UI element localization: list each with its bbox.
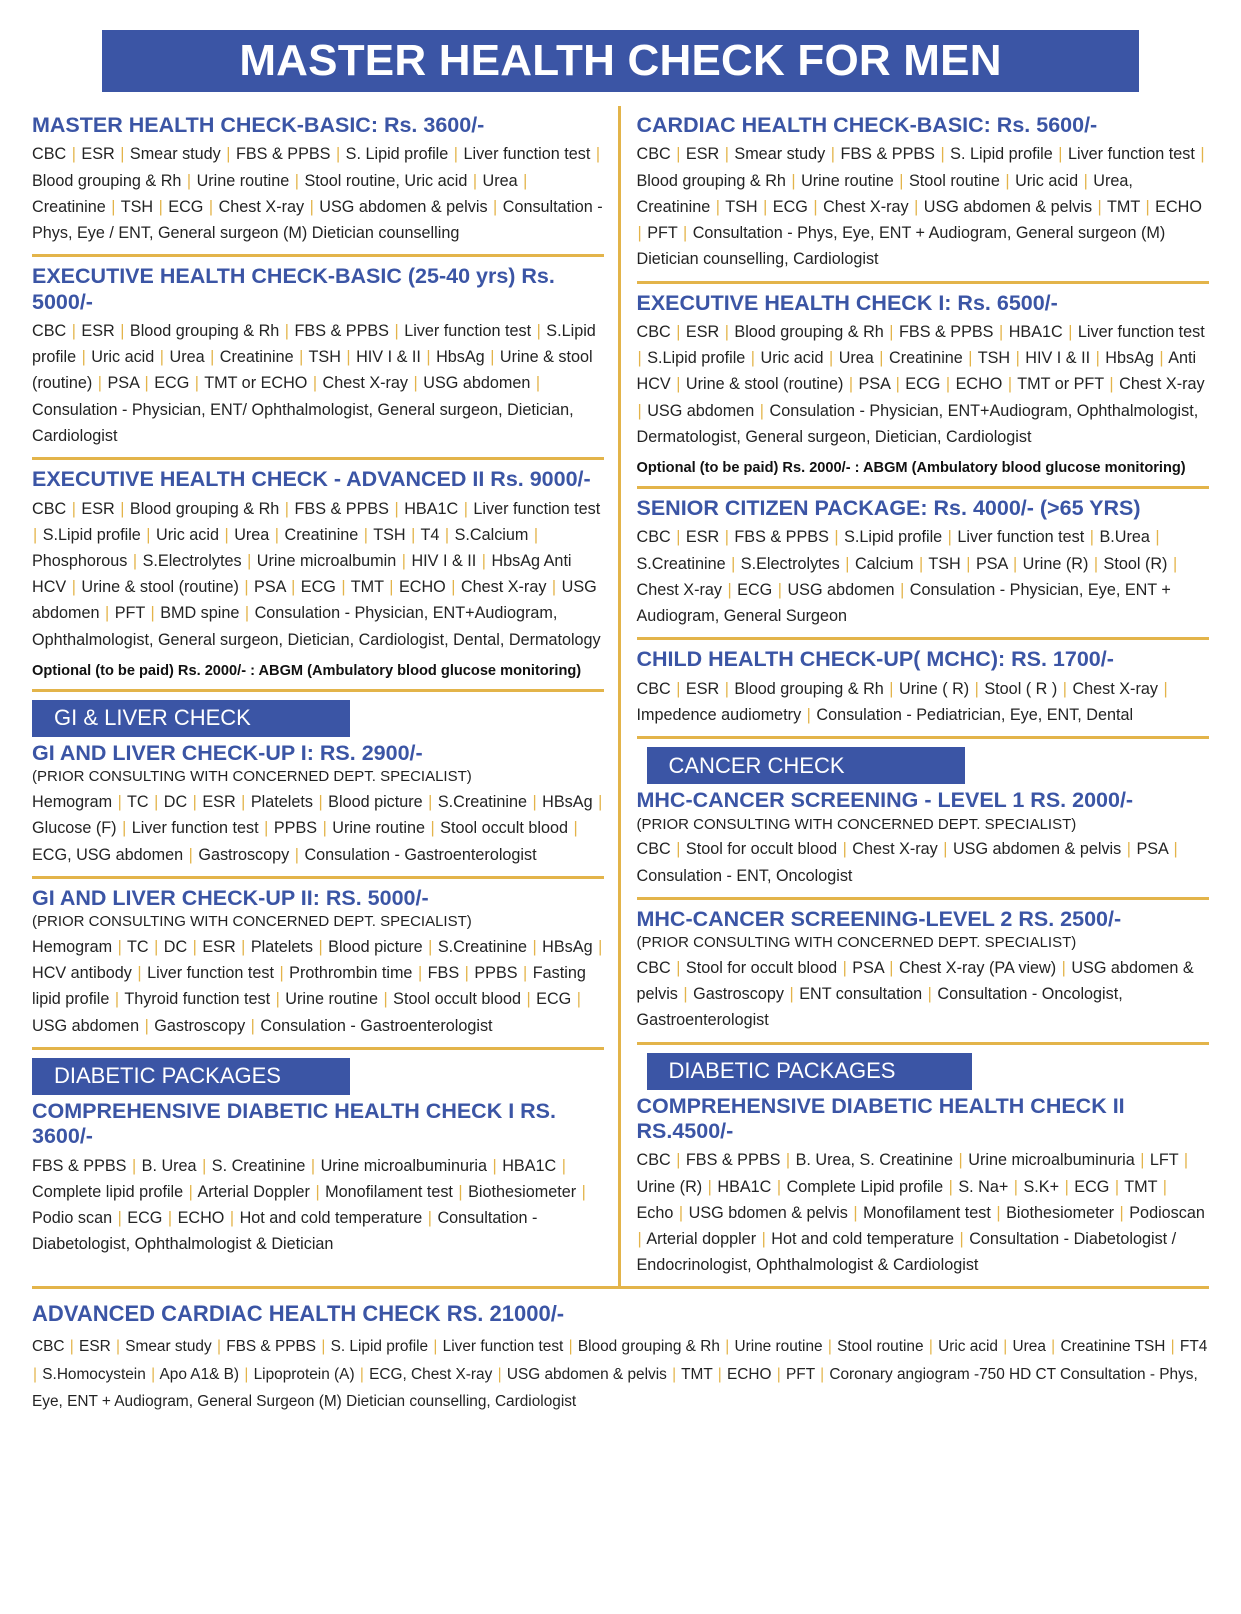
item-separator: | [845,554,850,573]
item-separator: | [363,525,369,544]
item-separator: | [151,1365,156,1383]
package-executive-advanced-2 [32,457,604,689]
item-separator: | [914,197,919,216]
item-separator: | [433,1338,438,1356]
item-separator: | [731,554,736,573]
item-separator: | [188,1182,193,1201]
page-root [0,30,1241,1614]
item-separator: | [948,1177,953,1196]
item-separator: | [789,985,794,1004]
item-separator: | [1015,349,1020,368]
item-separator: | [341,578,346,597]
item-separator: | [568,1338,573,1356]
package-senior-citizen [637,486,1210,637]
item-separator: | [943,840,948,859]
item-separator: | [717,1365,722,1383]
item-separator: | [842,958,847,977]
item-separator: | [299,348,304,367]
item-separator: | [481,552,486,571]
item-separator: | [114,990,120,1009]
item-separator: | [33,1365,37,1383]
package-items: CBC | ESR | Smear study | FBS & PPBS | S. Lipid profile | Liver function test | Blood grouping & Rh | Urine routine | Stool routine | Uric acid | Urea, Creatinine | TSH | ECG | Chest X-ray | USG abdomen & pelvis | TMT | ECHO | PFT | Consultation - Phys, Eye, ENT + Audiogram, General surgeon (M) Dietician counselling, Cardiologist [636,145,1205,269]
package-executive-basic [32,254,604,457]
package-title: SENIOR CITIZEN PACKAGE: Rs. 4000/- (>65 YRS) [636,496,1141,521]
item-separator: | [959,1229,964,1248]
item-separator: | [492,1156,497,1175]
item-separator: | [71,145,76,164]
item-separator: | [1200,145,1205,164]
item-separator: | [490,348,495,367]
item-separator: | [71,578,76,597]
item-separator: | [725,1338,730,1356]
item-separator: | [146,525,151,544]
item-separator: | [120,322,125,341]
item-separator: | [759,401,765,420]
item-separator: | [895,375,900,394]
package-title: MHC-CANCER SCREENING - LEVEL 1 RS. 2000/- [636,788,1134,813]
item-separator: | [1083,171,1088,190]
item-separator: | [120,499,125,518]
item-separator: | [750,349,756,368]
item-separator: | [598,937,603,956]
item-separator: | [144,1016,149,1035]
item-separator: | [401,552,406,571]
package-items: CBC | Stool for occult blood | Chest X-ray | USG abdomen & pelvis | PSA | Consulation - ENT, Oncologist [636,840,1178,885]
package-title: CHILD HEALTH CHECK-UP( MCHC): RS. 1700/- [636,647,1114,672]
package-title: MHC-CANCER SCREENING-LEVEL 2 RS. 2500/- [636,906,1122,931]
item-separator: | [727,580,732,599]
item-separator: | [394,322,399,341]
item-separator: | [413,374,418,393]
package-items: CBC | Stool for occult blood | PSA | Chest X-ray (PA view) | USG abdomen & pelvis | Gastroscopy | ENT consultation | Consultation - Oncologist, Gastroenterologist [636,958,1194,1030]
item-separator: | [1155,528,1160,547]
item-separator: | [132,552,138,571]
item-separator: | [683,224,688,243]
item-separator: | [137,964,142,983]
section-banner-diabetic-right: DIABETIC PACKAGES [647,1053,972,1090]
item-separator: | [581,1182,586,1201]
item-separator: | [576,990,581,1009]
item-separator: | [879,349,884,368]
item-separator: | [889,679,894,698]
item-separator: | [834,528,839,547]
item-separator: | [1003,1338,1008,1356]
item-separator: | [275,990,280,1009]
item-separator: | [284,322,290,341]
package-items: CBC | ESR | Blood grouping & Rh | Urine ( R) | Stool ( R ) | Chest X-ray | Impedence audiometry | Consulation - Pediatrician, Eye, ENT, Dental [636,679,1168,724]
page-title: MASTER HEALTH CHECK FOR MEN [239,36,1002,85]
item-separator: | [428,937,433,956]
item-separator: | [523,171,528,190]
item-separator: | [947,528,952,547]
item-separator: | [154,937,159,956]
item-separator: | [1064,1177,1069,1196]
item-separator: | [678,1203,684,1222]
item-separator: | [279,964,284,983]
item-separator: | [1140,1151,1145,1170]
package-child-health-mchc [637,637,1210,736]
item-separator: | [394,499,399,518]
package-master-health-basic [32,106,604,254]
package-cardiac-basic [637,106,1210,281]
item-separator: | [777,580,782,599]
item-separator: | [158,197,163,216]
item-separator: | [210,348,215,367]
item-separator: | [806,705,811,724]
item-separator: | [427,1208,432,1227]
item-separator: | [359,1365,364,1383]
item-separator: | [1159,349,1164,368]
item-separator: | [1145,197,1150,216]
item-separator: | [472,171,478,190]
item-separator: | [724,145,729,164]
item-separator: | [321,1338,326,1356]
item-separator: | [889,958,894,977]
item-separator: | [676,679,681,698]
item-separator: | [426,348,431,367]
item-separator: | [1012,554,1018,573]
package-title: EXECUTIVE HEALTH CHECK-BASIC (25-40 yrs) Rs. 5000/- [32,264,555,314]
item-separator: | [676,1151,681,1170]
item-separator: | [192,793,197,812]
package-items: Hemogram | TC | DC | ESR | Platelets | Blood picture | S.Creatinine | HBsAg | Glucose (F) | Liver function test | PPBS | Urine routine | Stool occult blood | ECG, USG abdomen | Gastroscopy | Consulation - Gastroenterologist [32,793,603,864]
item-separator: | [335,145,341,164]
item-separator: | [1058,145,1063,164]
item-separator: | [444,525,450,544]
item-separator: | [1013,1177,1019,1196]
item-separator: | [1172,554,1178,573]
item-separator: | [346,348,351,367]
item-separator: | [1183,1151,1189,1170]
item-separator: | [785,1151,791,1170]
item-separator: | [1061,958,1066,977]
item-separator: | [763,197,768,216]
item-separator: | [535,374,541,393]
item-separator: | [561,1156,566,1175]
item-separator: | [900,580,905,599]
item-separator: | [1173,840,1178,859]
package-items: CBC | ESR | Smear study | FBS & PPBS | S. Lipid profile | Liver function test | Blood grouping & Rh | Urine routine | Stool routine | Uric acid | Urea | Creatinine TSH | FT4 | S.Homocystein | Apo A1& B) | Lipoprotein (A) | ECG, Chest X-ray | USG abdomen & pelvis | TMT | ECHO | PFT | Coronary angiogram -750 HD CT Consultation - Phys, Eye, ENT + Audiogram, General Surgeon (M) Dietician counselling, Cardiologist [32,1338,1208,1411]
package-subnote: (PRIOR CONSULTING WITH CONCERNED DEPT. SPECIALIST) [636,815,1077,833]
package-items: CBC | ESR | Blood grouping & Rh | FBS & PPBS | HBA1C | Liver function test | S.Lipid profile | Uric acid | Urea | Creatinine | TSH | HIV I & II | HbsAg | Anti HCV | Urine & stool (routine) | PSA | ECG | ECHO | TMT or PFT | Chest X-ray | USG abdomen | Consulation - Physician, ENT+Audiogram, Ophthalmologist, Dermatologist, General surgeon, Dietician, Cardiologist [636,322,1205,446]
package-optional-note: Optional (to be paid) Rs. 2000/- : ABGM (Ambulatory blood glucose monitoring) [32,662,582,679]
item-separator: | [958,1151,963,1170]
item-separator: | [284,499,290,518]
section-diabetic-packages-left [32,1047,604,1266]
item-separator: | [1068,322,1073,341]
item-separator: | [318,937,323,956]
item-separator: | [389,578,394,597]
item-separator: | [573,819,578,838]
package-title: EXECUTIVE HEALTH CHECK I: Rs. 6500/- [636,290,1058,315]
item-separator: | [309,197,314,216]
item-separator: | [117,1208,122,1227]
item-separator: | [71,322,76,341]
item-separator: | [186,171,192,190]
item-separator: | [523,964,528,983]
item-separator: | [1093,554,1099,573]
package-items: FBS & PPBS | B. Urea | S. Creatinine | Urine microalbuminuria | HBA1C | Complete lipid profile | Arterial Doppler | Monofilament test | Biothesiometer | Podio scan | ECG | ECHO | Hot and cold temperature | Consultation - Diabetologist, Ophthalmologist & Dietician [32,1156,586,1254]
item-separator: | [81,348,86,367]
item-separator: | [451,578,456,597]
right-column [621,106,1210,1286]
item-separator: | [150,604,155,623]
item-separator: | [1089,528,1094,547]
section-cancer-check [637,736,1210,897]
item-separator: | [724,528,729,547]
item-separator: | [315,1182,320,1201]
item-separator: | [117,937,122,956]
item-separator: | [918,554,924,573]
item-separator: | [724,679,729,698]
package-title: GI AND LIVER CHECK-UP II: RS. 5000/- [32,885,429,910]
package-subnote: (PRIOR CONSULTING WITH CONCERNED DEPT. SPECIALIST) [636,934,1077,952]
item-separator: | [853,1203,858,1222]
item-separator: | [776,1177,782,1196]
package-items: CBC | ESR | Blood grouping & Rh | FBS & PPBS | Liver function test | S.Lipid profile | Uric acid | Urea | Creatinine | TSH | HIV I & II | HbsAg | Urine & stool (routine) | PSA | ECG | TMT or ECHO | Chest X-ray | USG abdomen | Consulation - Physician, ENT/ Ophthalmologist, General surgeon, Dietician, Cardiologist [32,322,596,445]
item-separator: | [676,840,681,859]
package-subnote: (PRIOR CONSULTING WITH CONCERNED DEPT. SPECIALIST) [32,768,472,786]
item-separator: | [683,985,688,1004]
item-separator: | [637,1229,642,1248]
item-separator: | [676,145,681,164]
item-separator: | [672,1365,677,1383]
item-separator: | [244,604,250,623]
section-banner-gi-liver: GI & LIVER CHECK [32,700,350,737]
item-separator: | [848,375,854,394]
item-separator: | [294,845,299,864]
item-separator: | [532,937,537,956]
item-separator: | [244,578,249,597]
item-separator: | [71,499,76,518]
item-separator: | [889,322,894,341]
item-separator: | [224,525,229,544]
item-separator: | [167,1208,173,1227]
item-separator: | [676,322,681,341]
item-separator: | [159,348,164,367]
item-separator: | [1097,197,1102,216]
item-separator: | [1114,1177,1120,1196]
item-separator: | [927,985,932,1004]
item-separator: | [117,793,122,812]
package-cancer-level-2 [637,897,1210,1042]
item-separator: | [551,578,557,597]
item-separator: | [707,1177,712,1196]
item-separator: | [945,375,951,394]
item-separator: | [497,1365,502,1383]
item-separator: | [532,793,537,812]
package-columns [32,106,1209,1286]
item-separator: | [761,1229,766,1248]
section-gi-liver-check [32,689,604,876]
package-title: EXECUTIVE HEALTH CHECK - ADVANCED II Rs. 9000/- [32,467,591,492]
package-title: ADVANCED CARDIAC HEALTH CHECK RS. 21000/- [32,1301,565,1327]
section-diabetic-packages-right [637,1042,1210,1287]
package-title: CARDIAC HEALTH CHECK-BASIC: Rs. 5600/- [636,113,1098,137]
item-separator: | [464,964,469,983]
package-items: CBC | ESR | Smear study | FBS & PPBS | S. Lipid profile | Liver function test | Blood grouping & Rh | Urine routine | Stool routine, Uric acid | Urea | Creatinine | TSH | ECG | Chest X-ray | USG abdomen & pelvis | Consultation - Phys, Eye / ENT, General surgeon (M) Dietician counselling [32,145,603,243]
item-separator: | [430,819,435,838]
package-title: COMPREHENSIVE DIABETIC HEALTH CHECK II RS.4500/- [636,1093,1125,1143]
item-separator: | [463,499,468,518]
item-separator: | [250,1016,255,1035]
page-title-banner [102,30,1139,92]
item-separator: | [637,401,642,420]
item-separator: | [1109,375,1114,394]
item-separator: | [383,990,388,1009]
item-separator: | [998,322,1004,341]
item-separator: | [828,349,834,368]
item-separator: | [827,1338,832,1356]
package-items: CBC | FBS & PPBS | B. Urea, S. Creatinine | Urine microalbuminuria | LFT | Urine (R) | HBA1C | Complete Lipid profile | S. Na+ | S.K+ | ECG | TMT | Echo | USG bdomen & pelvis | Monofilament test | Biothesiometer | Podioscan | Arterial doppler | Hot and cold temperature | Consultation - Diabetologist / Endocrinologist, Ophthalmologist & Cardiologist [636,1151,1205,1275]
item-separator: | [791,171,796,190]
item-separator: | [274,525,280,544]
item-separator: | [813,197,818,216]
package-items: CBC | ESR | Blood grouping & Rh | FBS & PPBS | HBA1C | Liver function test | S.Lipid profile | Uric acid | Urea | Creatinine | TSH | T4 | S.Calcium | Phosphorous | S.Electrolytes | Urine microalbumin | HIV I & II | HbsAg Anti HCV | Urine & stool (routine) | PSA | ECG | TMT | ECHO | Chest X-ray | USG abdomen | PFT | BMD spine | Consulation - Physician, ENT+Audiogram, Ophthalmologist, General surgeon, Dietician, Cardiologist, Dental, Dermatology [32,499,601,649]
item-separator: | [493,197,498,216]
item-separator: | [312,374,318,393]
item-separator: | [637,224,642,243]
item-separator: | [322,819,327,838]
package-items: Hemogram | TC | DC | ESR | Platelets | Blood picture | S.Creatinine | HBsAg | HCV antibody | Liver function test | Prothrombin time | FBS | PPBS | Fasting lipid profile | Thyroid function test | Urine routine | Stool occult blood | ECG | USG abdomen | Gastroscopy | Consulation - Gastroenterologist [32,937,603,1035]
item-separator: | [111,197,116,216]
item-separator: | [417,964,423,983]
item-separator: | [241,937,246,956]
item-separator: | [291,578,296,597]
item-separator: | [458,1182,463,1201]
item-separator: | [194,374,200,393]
item-separator: | [676,375,681,394]
package-subnote: (PRIOR CONSULTING WITH CONCERNED DEPT. SPECIALIST) [32,913,472,931]
item-separator: | [928,1338,933,1356]
item-separator: | [966,554,971,573]
item-separator: | [637,349,642,368]
item-separator: | [1007,375,1013,394]
item-separator: | [715,197,721,216]
item-separator: | [97,374,102,393]
item-separator: | [428,793,433,812]
package-title: COMPREHENSIVE DIABETIC HEALTH CHECK I RS. 3600/- [32,1098,556,1149]
item-separator: | [122,819,127,838]
item-separator: | [192,937,197,956]
item-separator: | [974,679,979,698]
item-separator: | [899,171,904,190]
package-optional-note: Optional (to be paid) Rs. 2000/- : ABGM (Ambulatory blood glucose monitoring) [636,460,1186,477]
package-gi-liver-2 [32,876,604,1047]
item-separator: | [453,145,458,164]
item-separator: | [968,349,973,368]
item-separator: | [724,322,729,341]
item-separator: | [318,793,323,812]
item-separator: | [411,525,416,544]
item-separator: | [1051,1338,1056,1356]
item-separator: | [595,145,601,164]
item-separator: | [120,145,125,164]
left-column [32,106,621,1286]
package-items: CBC | ESR | FBS & PPBS | S.Lipid profile | Liver function test | B.Urea | S.Creatinine | S.Electrolytes | Calcium | TSH | PSA | Urine (R) | Stool (R) | Chest X-ray | ECG | USG abdomen | Consulation - Physician, Eye, ENT + Audiogram, General Surgeon [636,528,1178,626]
item-separator: | [247,552,252,571]
item-separator: | [188,845,193,864]
package-title: GI AND LIVER CHECK-UP I: RS. 2900/- [32,740,423,765]
item-separator: | [820,1365,825,1383]
item-separator: | [216,1338,221,1356]
item-separator: | [229,1208,235,1227]
item-separator: | [241,793,246,812]
package-executive-1 [637,281,1210,487]
package-title: MASTER HEALTH CHECK-BASIC: Rs. 3600/- [32,113,485,137]
item-separator: | [940,145,945,164]
section-banner-diabetic-left: DIABETIC PACKAGES [32,1058,350,1095]
item-separator: | [1162,1177,1167,1196]
item-separator: | [208,197,214,216]
item-separator: | [1126,840,1131,859]
item-separator: | [1170,1338,1175,1356]
item-separator: | [154,793,159,812]
item-separator: | [1005,171,1010,190]
package-advanced-cardiac [32,1286,1209,1415]
item-separator: | [842,840,847,859]
item-separator: | [996,1203,1001,1222]
item-separator: | [310,1156,316,1175]
item-separator: | [830,145,835,164]
item-separator: | [226,145,231,164]
item-separator: | [105,604,110,623]
item-separator: | [264,819,269,838]
item-separator: | [33,525,38,544]
item-separator: | [676,958,681,977]
section-banner-cancer: CANCER CHECK [647,747,965,784]
item-separator: | [1062,679,1067,698]
item-separator: | [533,525,539,544]
item-separator: | [526,990,531,1009]
item-separator: | [294,171,299,190]
item-separator: | [1095,349,1100,368]
item-separator: | [1163,679,1168,698]
item-separator: | [131,1156,137,1175]
item-separator: | [598,793,603,812]
item-separator: | [536,322,541,341]
item-separator: | [202,1156,207,1175]
item-separator: | [676,528,681,547]
item-separator: | [115,1338,120,1356]
item-separator: | [69,1338,74,1356]
item-separator: | [144,374,149,393]
item-separator: | [244,1365,249,1383]
item-separator: | [776,1365,781,1383]
item-separator: | [1119,1203,1124,1222]
